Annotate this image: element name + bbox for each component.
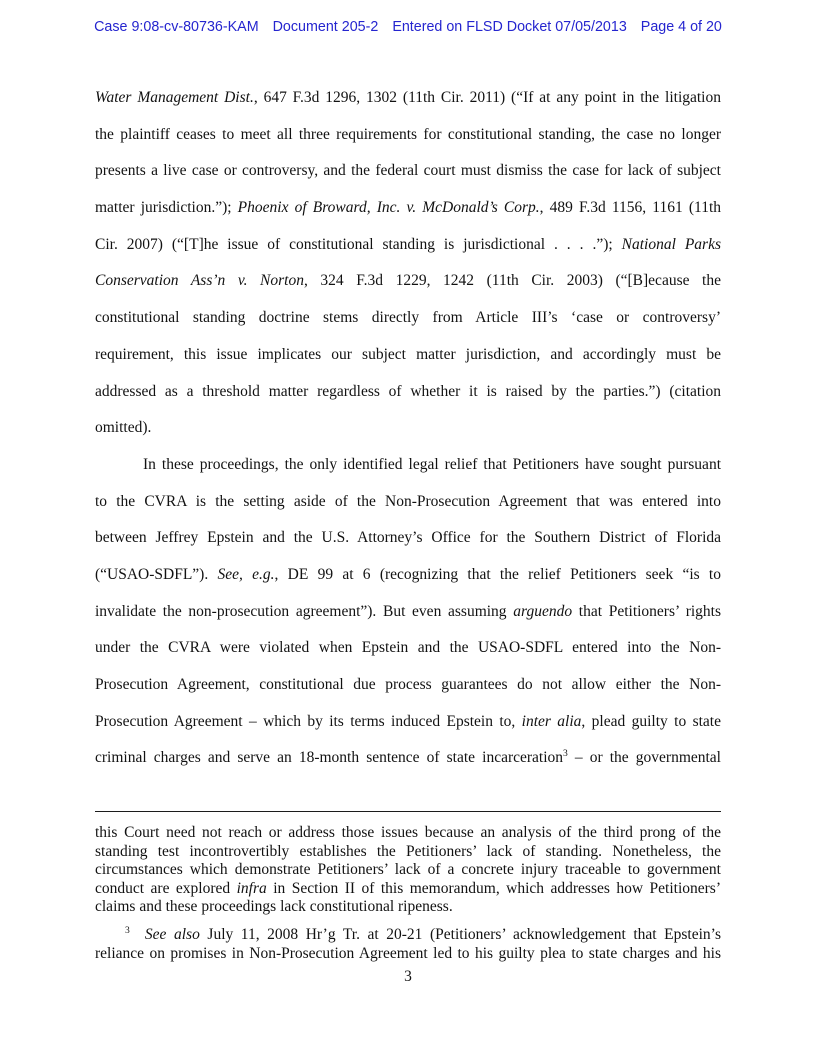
text-line <box>95 227 721 264</box>
italic-text: arguendo <box>513 602 573 620</box>
proceedings-paragraph <box>95 447 721 777</box>
text-line <box>95 557 721 594</box>
text-line <box>95 667 721 704</box>
text-line <box>95 861 721 880</box>
text-segment: , 489 F.3d 1156, 1161 (11th <box>539 199 721 217</box>
text-segment: Cir. 2007) (“[T]he issue of constitutional standing is jurisdictional . . . .”); <box>95 235 622 253</box>
text-segment <box>130 926 145 943</box>
footnote-section <box>95 824 721 963</box>
text-line <box>95 300 721 337</box>
page-indicator: Page 4 of 20 <box>640 19 722 35</box>
footnote-marker: 3 <box>125 924 130 936</box>
italic-text: National Parks <box>621 235 721 253</box>
text-line <box>95 153 721 190</box>
text-segment: (“USAO-SDFL”). <box>95 565 218 583</box>
document-number: Document 205-2 <box>272 19 379 35</box>
text-segment: addressed as a threshold matter regardless of whether it is raised by the parties.”) (citation <box>95 382 721 400</box>
text-line <box>95 447 721 484</box>
text-segment: invalidate the non-prosecution agreement”). But even assuming <box>95 602 514 620</box>
text-segment: standing test incontrovertibly establishes the Petitioners’ lack of standing. Nonetheless, the <box>95 842 721 860</box>
text-segment: criminal charges and serve an 18-month sentence of state incarceration <box>95 749 564 767</box>
text-line <box>95 594 721 631</box>
text-segment: – or the governmental <box>567 749 721 767</box>
citations-paragraph <box>95 80 721 447</box>
text-segment: , plead guilty to state <box>581 712 721 730</box>
text-segment: claims and these proceedings lack constitutional ripeness. <box>95 898 453 916</box>
text-line <box>95 484 721 521</box>
text-segment: to the CVRA is the setting aside of the Non-Prosecution Agreement that was entered into <box>95 492 721 510</box>
text-line <box>95 190 721 227</box>
text-line <box>95 740 721 777</box>
text-segment: in Section II of this memorandum, which addresses how Petitioners’ <box>266 879 721 897</box>
memorandum-body <box>95 80 721 777</box>
text-segment: , 647 F.3d 1296, 1302 (11th Cir. 2011) (“If at any point in the litigation <box>253 89 721 106</box>
text-line <box>95 117 721 154</box>
text-segment: July 11, 2008 Hr’g Tr. at 20-21 (Petitioners’ acknowledgement that Epstein’s <box>199 925 721 943</box>
text-segment: , DE 99 at 6 (recognizing that the relief Petitioners seek “is to <box>274 565 721 583</box>
text-segment: under the CVRA were violated when Epstein and the USAO-SDFL entered into the Non- <box>95 639 721 657</box>
text-segment: this Court need not reach or address those issues because an analysis of the third prong of the <box>95 824 721 841</box>
text-segment: presents a live case or controversy, and the federal court must dismiss the case for lack of subject <box>95 162 721 180</box>
text-line <box>95 704 721 741</box>
text-segment: Prosecution Agreement, constitutional due process guarantees do not allow either the Non- <box>95 676 721 693</box>
text-segment: circumstances which demonstrate Petitioners’ lack of a concrete injury traceable to government <box>95 861 721 879</box>
text-line <box>95 263 721 300</box>
text-line <box>95 630 721 667</box>
text-line <box>95 337 721 374</box>
text-segment: between Jeffrey Epstein and the U.S. Attorney’s Office for the Southern District of Florida <box>95 529 721 547</box>
footnote-marker: 3 <box>563 748 568 760</box>
text-line <box>95 520 721 557</box>
ecf-stamp-header <box>0 19 816 35</box>
text-line <box>95 926 721 945</box>
text-line <box>95 880 721 899</box>
docket-entry-date: Entered on FLSD Docket 07/05/2013 <box>392 19 627 35</box>
italic-text: See, e.g. <box>217 565 275 583</box>
footnote-separator <box>95 811 721 812</box>
italic-text: infra <box>236 879 267 897</box>
italic-text: See also <box>144 925 200 943</box>
text-segment: the plaintiff ceases to meet all three requirements for constitutional standing, the case no longer <box>95 125 721 143</box>
text-segment: that Petitioners’ rights <box>572 602 721 620</box>
text-segment: In these proceedings, the only identified legal relief that Petitioners have sought pursuant <box>143 455 721 473</box>
text-line <box>95 824 721 843</box>
text-line <box>95 374 721 411</box>
text-line <box>95 410 721 447</box>
italic-text: Conservation Ass’n v. Norton <box>95 272 304 290</box>
text-segment: omitted). <box>95 419 152 437</box>
text-segment: constitutional standing doctrine stems directly from Article III’s ‘case or controversy’ <box>95 309 721 327</box>
italic-text: Water Management Dist. <box>95 89 254 106</box>
text-segment: Prosecution Agreement – which by its terms induced Epstein to, <box>95 712 522 730</box>
italic-text: Phoenix of Broward, Inc. v. McDonald’s Corp. <box>237 199 540 217</box>
page-number: 3 <box>404 968 412 985</box>
text-segment: conduct are explored <box>95 879 237 897</box>
footnote-continuation <box>95 824 721 917</box>
case-number: Case 9:08-cv-80736-KAM <box>94 19 259 35</box>
text-segment: , 324 F.3d 1229, 1242 (11th Cir. 2003) (“[B]ecause the <box>303 272 721 290</box>
text-line <box>95 80 721 117</box>
text-line <box>95 843 721 862</box>
text-segment: matter jurisdiction.”); <box>95 199 238 217</box>
text-segment: requirement, this issue implicates our subject matter jurisdiction, and accordingly must be <box>95 345 721 363</box>
text-segment: reliance on promises in Non-Prosecution Agreement led to his guilty plea to state charges and his <box>95 944 721 962</box>
text-line <box>95 898 721 917</box>
text-line <box>95 945 721 964</box>
italic-text: inter alia <box>521 712 582 730</box>
footnote-3 <box>95 926 721 963</box>
